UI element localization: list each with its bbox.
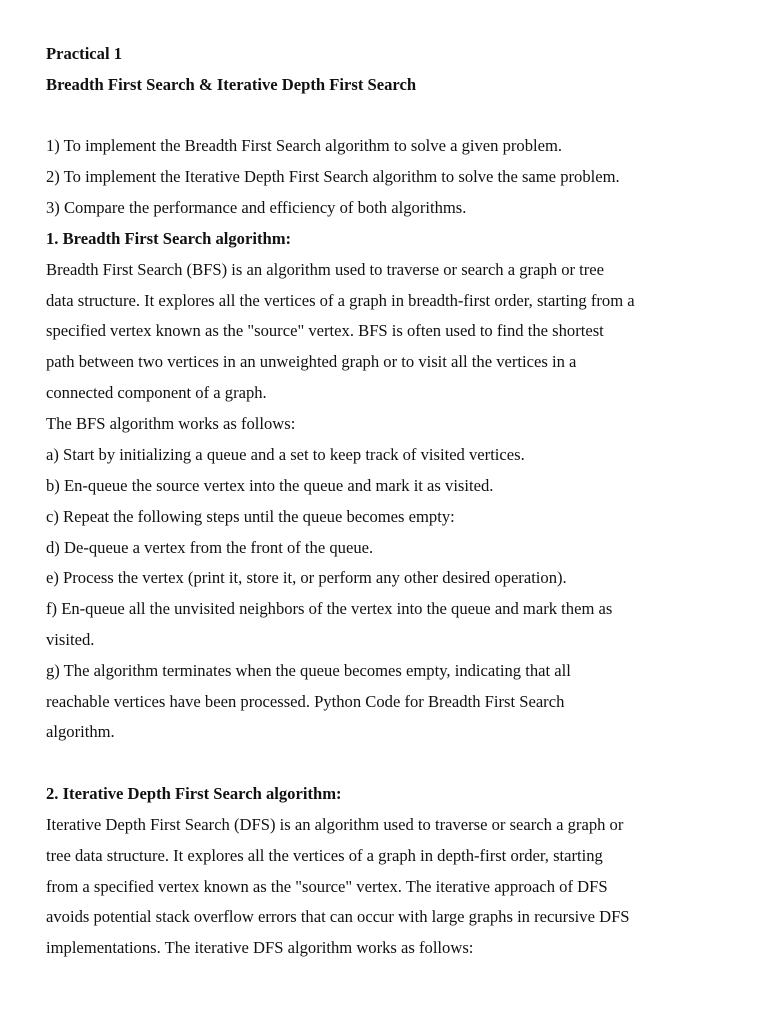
bfs-step: algorithm.	[46, 722, 115, 741]
bfs-heading: 1. Breadth First Search algorithm:	[46, 229, 292, 248]
dfs-intro-line: Iterative Depth First Search (DFS) is an algorithm used to traverse or search a graph or	[46, 815, 624, 834]
bfs-step: reachable vertices have been processed. Python Code for Breadth First Search	[46, 692, 565, 711]
bfs-step: g) The algorithm terminates when the queue becomes empty, indicating that all	[46, 661, 571, 680]
dfs-intro-line: tree data structure. It explores all the vertices of a graph in depth-first order, starting	[46, 846, 603, 865]
dfs-intro-line: avoids potential stack overflow errors that can occur with large graphs in recursive DFS	[46, 907, 630, 926]
bfs-intro-line: data structure. It explores all the vertices of a graph in breadth-first order, starting from a	[46, 291, 635, 310]
bfs-step: c) Repeat the following steps until the queue becomes empty:	[46, 507, 455, 526]
bfs-intro-line: connected component of a graph.	[46, 383, 267, 402]
bfs-step: f) En-queue all the unvisited neighbors of the vertex into the queue and mark them as	[46, 599, 613, 618]
dfs-intro-line: from a specified vertex known as the "source" vertex. The iterative approach of DFS	[46, 877, 608, 896]
bfs-step: d) De-queue a vertex from the front of the queue.	[46, 538, 374, 557]
dfs-intro-line: implementations. The iterative DFS algorithm works as follows:	[46, 938, 474, 957]
bfs-step: e) Process the vertex (print it, store it, or perform any other desired operation).	[46, 568, 567, 587]
bfs-step: a) Start by initializing a queue and a set to keep track of visited vertices.	[46, 445, 525, 464]
bfs-steps-intro: The BFS algorithm works as follows:	[46, 414, 296, 433]
bfs-intro-line: path between two vertices in an unweighted graph or to visit all the vertices in a	[46, 352, 577, 371]
document-subtitle: Breadth First Search & Iterative Depth First Search	[46, 75, 417, 94]
objective-item: 3) Compare the performance and efficiency of both algorithms.	[46, 198, 467, 217]
bfs-step: b) En-queue the source vertex into the queue and mark it as visited.	[46, 476, 494, 495]
bfs-step: visited.	[46, 630, 95, 649]
bfs-intro-line: Breadth First Search (BFS) is an algorithm used to traverse or search a graph or tree	[46, 260, 605, 279]
practical-title: Practical 1	[46, 44, 123, 63]
objective-item: 1) To implement the Breadth First Search algorithm to solve a given problem.	[46, 136, 563, 155]
objective-item: 2) To implement the Iterative Depth First Search algorithm to solve the same problem.	[46, 167, 620, 186]
bfs-intro-line: specified vertex known as the "source" vertex. BFS is often used to find the shortest	[46, 321, 604, 340]
dfs-heading: 2. Iterative Depth First Search algorithm:	[46, 784, 342, 803]
